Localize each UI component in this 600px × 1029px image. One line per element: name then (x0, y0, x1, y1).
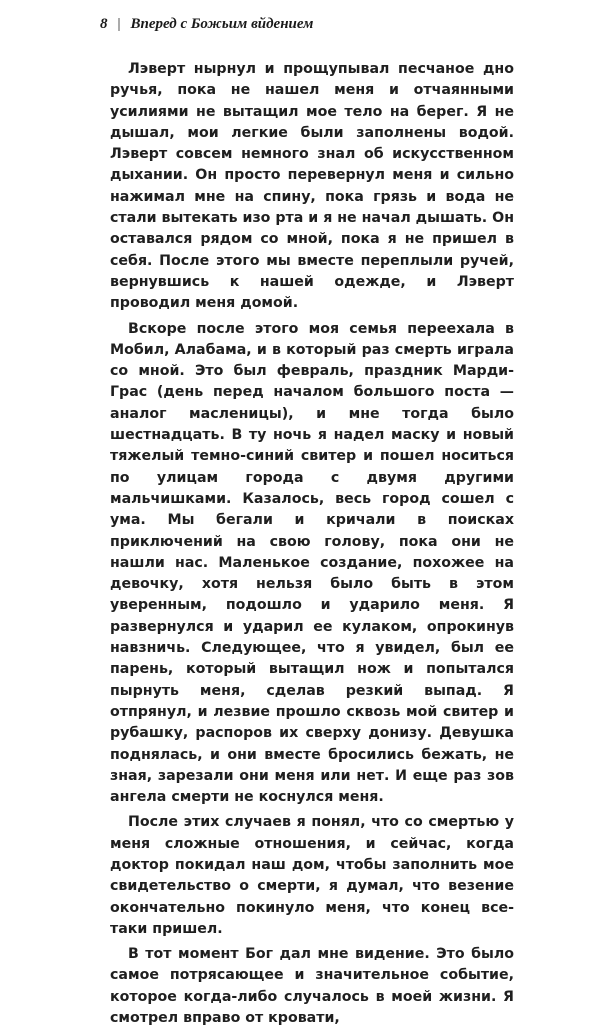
header-divider: | (117, 16, 121, 32)
book-title: Вперед с Божьим вйдением (130, 16, 314, 32)
paragraph-2: Вскоре после этого моя семья переехала в Мобил, Алабама, и в который раз смерть играла со мной. Это был февраль, праздник Марди-Грас (день перед началом большого поста — аналог масленицы), и мне тогда было шестнадцать. В ту ночь я надел маску и новый тяжелый темно-синий свитер и пошел носиться по улицам города с двумя другими мальчишками. Казалось, весь город сошел с ума. Мы бегали и кричали в поисках приключений на свою голову, пока они не нашли нас. Маленькое создание, похожее на девочку, хотя нельзя было быть в этом уверенным, подошло и ударило меня. Я развернулся и ударил ее кулаком, опрокинув навзничь. Следующее, что я увидел, был ее парень, который вытащил нож и попытался пырнуть меня, сделав резкий выпад. Я отпрянул, и лезвие прошло сквозь мой свитер и рубашку, распоров их сверху донизу. Девушка поднялась, и они вместе бросились бежать, не зная, зарезали они меня или нет. И еще раз зов ангела смерти не коснулся меня. (110, 320, 514, 806)
running-head (100, 16, 313, 33)
paragraph-1: Лэверт нырнул и прощупывал песчаное дно ручья, пока не нашел меня и отчаянными усилиями не вытащил мое тело на берег. Я не дышал, мои легкие были заполнены водой. Лэверт совсем немного знал об искусственном дыхании. Он просто перевернул меня и сильно нажимал мне на спину, пока грязь и вода не стали вытекать изо рта и я не начал дышать. Он оставался рядом со мной, пока я не пришел в себя. После этого мы вместе переплыли ручей, вернувшись к нашей одежде, и Лэверт проводил меня домой. (110, 61, 514, 312)
paragraph-3: После этих случаев я понял, что со смертью у меня сложные отношения, и сейчас, когда доктор покидал наш дом, чтобы заполнить мое свидетельство о смерти, я думал, что везение окончательно покинуло меня, что конец все-таки пришел. (110, 814, 514, 937)
paragraph-4: В тот момент Бог дал мне видение. Это было самое потрясающее и значительное событие, которое когда-либо случалось в моей жизни. Я смотрел вправо от кровати, (110, 946, 514, 1027)
body-text (110, 59, 514, 1029)
page-number: 8 (100, 16, 108, 32)
